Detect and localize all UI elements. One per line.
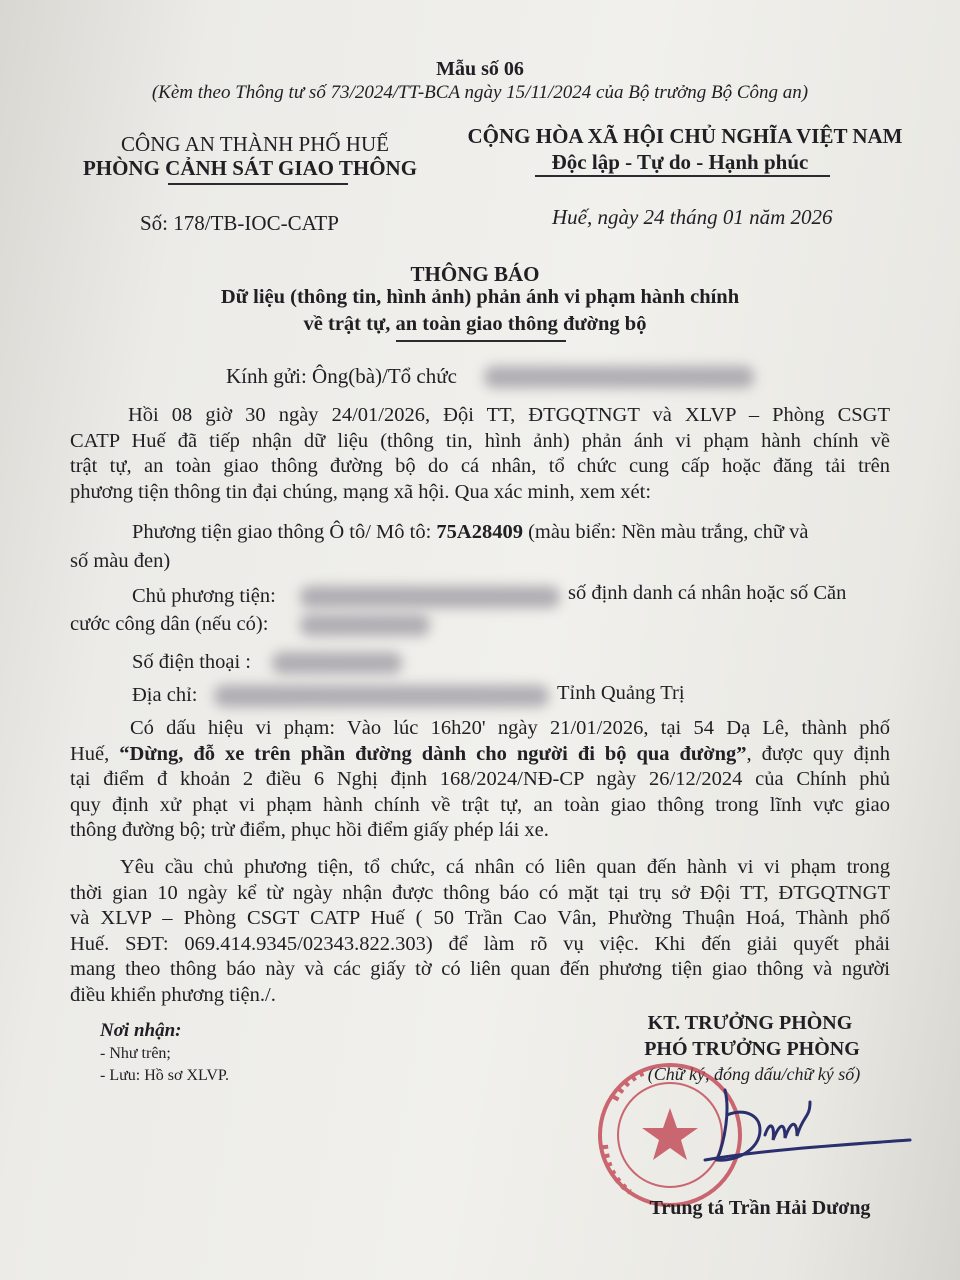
- intro-line: trật tự, an toàn giao thông đường bộ do cá nhân, tổ chức cung cấp hoặc đăng tải trên: [70, 455, 890, 477]
- violation-description: “Dừng, đỗ xe trên phần đường dành cho người đi bộ qua đường”: [119, 742, 747, 765]
- redacted-id-number: [300, 614, 430, 636]
- redacted-phone: [272, 652, 402, 674]
- motto-underline: [535, 175, 830, 177]
- vehicle-line: [132, 521, 808, 544]
- vehicle-label: Phương tiện giao thông Ô tô/ Mô tô:: [132, 521, 437, 543]
- redacted-owner-name: [300, 586, 560, 608]
- document-title: THÔNG BÁO: [410, 262, 540, 286]
- document-number: Số: 178/TB-IOC-CATP: [140, 211, 339, 235]
- redacted-recipient: [484, 366, 754, 388]
- official-stamp-and-signature: [585, 1060, 925, 1210]
- request-line: và XLVP – Phòng CSGT CATP Huế ( 50 Trần Cao Vân, Phường Thuận Hoá, Thành phố: [70, 907, 890, 929]
- signature-note: (Chữ ký, đóng dấu/chữ ký số): [647, 1064, 861, 1084]
- signature-title-2: PHÓ TRƯỞNG PHÒNG: [644, 1038, 860, 1060]
- violation-line: quy định xử phạt vi phạm hành chính về trật tự, an toàn giao thông trong lĩnh vực giao: [70, 793, 890, 816]
- request-line: Yêu cầu chủ phương tiện, tổ chức, cá nhân có liên quan đến hành vi vi phạm trong: [120, 856, 890, 878]
- violation-paragraph: [70, 716, 890, 844]
- recipients-heading: Nơi nhận:: [100, 1020, 182, 1041]
- recipient-label: Kính gửi: Ông(bà)/Tổ chức: [226, 364, 457, 388]
- signer-name: Trung tá Trần Hải Dương: [649, 1197, 871, 1219]
- document-subtitle-line2: về trật tự, an toàn giao thông đường bộ: [303, 313, 647, 335]
- phone-label: Số điện thoại :: [132, 651, 252, 673]
- violation-line: thông đường bộ; trừ điểm, phục hồi điểm giấy phép lái xe.: [70, 819, 549, 841]
- owner-label: Chủ phương tiện:: [132, 585, 276, 607]
- violation-line: tại điểm đ khoản 2 điều 6 Nghị định 168/2024/NĐ-CP ngày 26/12/2024 của Chính phủ: [70, 768, 890, 790]
- intro-line: Hồi 08 giờ 30 ngày 24/01/2026, Đội TT, ĐTGQTNGT và XLVP – Phòng CSGT: [128, 404, 890, 426]
- agency-underline: [168, 183, 348, 185]
- form-number: Mẫu số 06: [436, 58, 524, 80]
- form-attachment-note: (Kèm theo Thông tư số 73/2024/TT-BCA ngày 15/11/2024 của Bộ trưởng Bộ Công an): [151, 82, 809, 103]
- national-motto: Độc lập - Tự do - Hạnh phúc: [551, 150, 809, 174]
- intro-line: phương tiện thông tin đại chúng, mạng xã hội. Qua xác minh, xem xét:: [70, 480, 652, 503]
- address-label: Địa chỉ:: [132, 684, 198, 706]
- title-underline: [396, 340, 566, 342]
- signature-title-1: KT. TRƯỞNG PHÒNG: [647, 1012, 853, 1034]
- request-line: mang theo thông báo này và các giấy tờ có liên quan đến phương tiện giao thông và người: [70, 958, 890, 980]
- document-subtitle-line1: Dữ liệu (thông tin, hình ảnh) phản ánh vi phạm hành chính: [220, 286, 740, 308]
- request-line: thời gian 10 ngày kể từ ngày nhận được thông báo có mặt tại trụ sở Đội TT, ĐTGQTNGT: [70, 881, 890, 904]
- intro-paragraph: [70, 403, 890, 505]
- id-label: cước công dân (nếu có):: [70, 613, 269, 635]
- red-seal-icon: [600, 1065, 740, 1205]
- handwritten-signature-icon: [705, 1090, 910, 1160]
- agency-parent: CÔNG AN THÀNH PHỐ HUẾ: [121, 132, 389, 156]
- license-plate: 75A28409: [436, 521, 523, 543]
- plate-color: (màu biển: Nền màu trắng, chữ và: [522, 521, 809, 543]
- place-date: Huế, ngày 24 tháng 01 năm 2026: [552, 205, 833, 229]
- request-line: điều khiển phương tiện./.: [70, 983, 276, 1006]
- request-paragraph: [70, 855, 890, 1008]
- intro-line: CATP Huế đã tiếp nhận dữ liệu (thông tin, hình ảnh) phản ánh vi phạm hành chính về: [70, 429, 890, 452]
- agency-name: PHÒNG CẢNH SÁT GIAO THÔNG: [82, 156, 418, 180]
- violation-line: Huế, “Dừng, đỗ xe trên phần đường dành cho người đi bộ qua đường”, được quy định: [70, 742, 890, 765]
- violation-line: Có dấu hiệu vi phạm: Vào lúc 16h20' ngày 21/01/2026, tại 54 Dạ Lê, thành phố: [130, 717, 890, 739]
- nation-name: CỘNG HÒA XÃ HỘI CHỦ NGHĨA VIỆT NAM: [467, 124, 903, 148]
- plate-color-continued: số màu đen): [70, 550, 171, 572]
- owner-id-label: số định danh cá nhân hoặc số Căn: [568, 582, 847, 604]
- request-line: Huế. SĐT: 069.414.9345/02343.822.303) để làm rõ vụ việc. Khi đến giải quyết phải: [70, 932, 890, 955]
- address-province: Tỉnh Quảng Trị: [557, 682, 685, 704]
- redacted-address: [214, 685, 549, 707]
- recipients-item: - Lưu: Hồ sơ XLVP.: [100, 1067, 229, 1084]
- recipients-item: - Như trên;: [100, 1045, 171, 1062]
